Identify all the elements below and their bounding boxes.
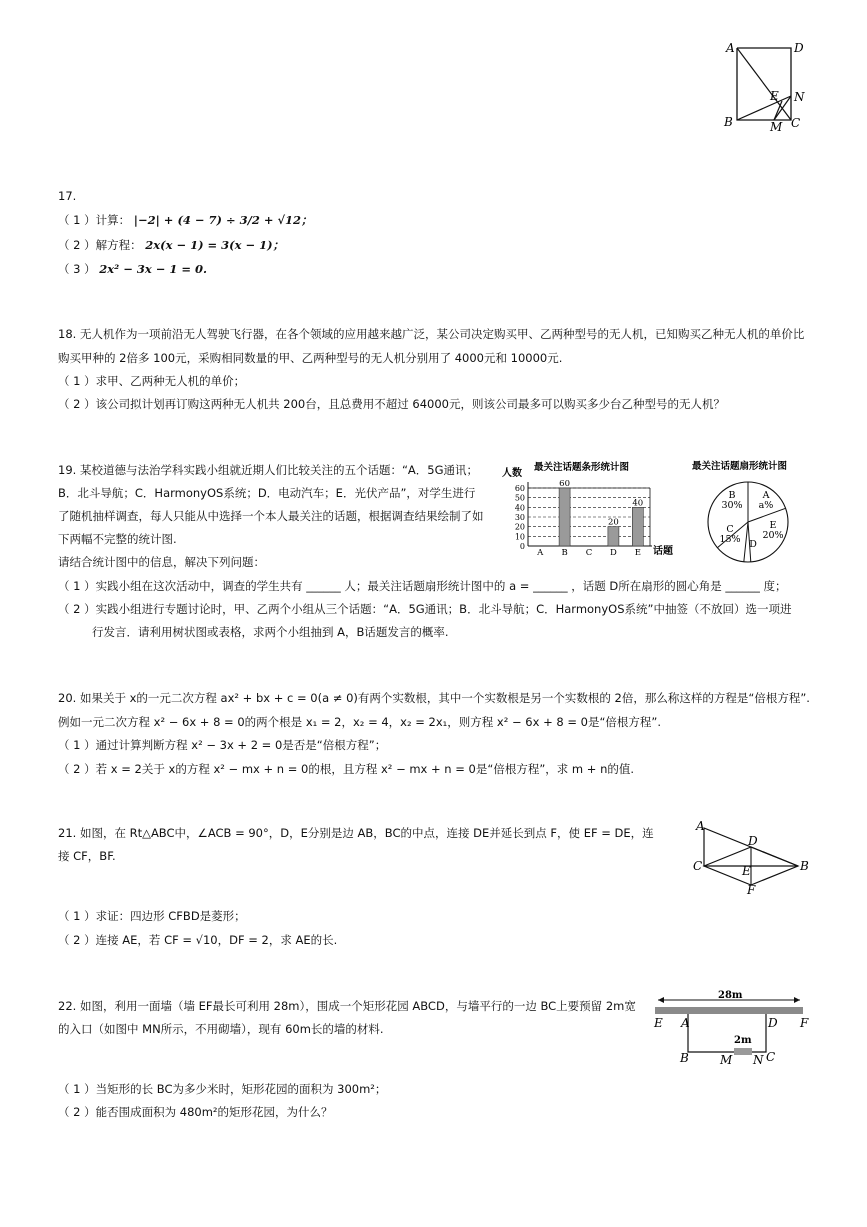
q18-line1: 18. 无人机作为一项前沿无人驾驶飞行器，在各个领域的应用越来越广泛，某公司决定购买甲、乙两种型号的无人机，已知购买乙种无人机的单价比 (58, 327, 805, 341)
bar-value-label: 20 (607, 517, 619, 528)
y-tick-label: 60 (514, 484, 525, 493)
label-D: D (768, 1016, 778, 1030)
pie-chart-title: 最关注话题扇形统计图 (692, 461, 788, 472)
label-C: C (766, 1050, 776, 1064)
label-E: E (742, 864, 751, 878)
label-E: E (654, 1016, 663, 1030)
q17-part3-label: （ 3 ） (58, 262, 96, 276)
q19-line5: 请结合统计图中的信息，解决下列问题： (58, 555, 265, 569)
x-tick-label: A (537, 548, 544, 558)
label-C: C (693, 859, 703, 873)
pie-slice-D-label: D (749, 539, 757, 550)
pie-slice-B-label: B (728, 490, 736, 501)
q20-part1: （ 1 ）通过计算判断方程 x² − 3x + 2 = 0是否是“倍根方程”； (58, 738, 387, 752)
q17-part1-expr: |−2| + (4 − 7) ÷ 3/2 + √12； (133, 213, 313, 227)
q17-part1 (58, 212, 313, 228)
q17-part2 (58, 237, 284, 253)
pie-slice-A-label: A (762, 490, 770, 501)
gap-label: 2m (734, 1035, 752, 1046)
x-tick-label: E (634, 548, 641, 558)
label-D: D (748, 834, 758, 848)
square-figure (720, 38, 820, 138)
q19-part1: （ 1 ）实践小组在这次活动中，调查的学生共有 ______ 人；最关注话题扇形统计图中的 a = ______ ，话题 D所在扇形的圆心角是 ______ 度； (58, 579, 787, 593)
pie-slice-C-label: C (726, 524, 734, 535)
bar-D (608, 527, 619, 546)
garden-figure (650, 990, 815, 1068)
bar-chart (500, 456, 680, 564)
label-M: M (770, 120, 783, 134)
label-A: A (696, 819, 705, 833)
label-A: A (726, 41, 735, 55)
label-C: C (791, 116, 801, 130)
label-F: F (800, 1016, 809, 1030)
wall-length-label: 28m (718, 990, 743, 1001)
q21-line1: 21. 如图，在 Rt△ABC中，∠ACB = 90°，D，E分别是边 AB，BC的中点，连接 DE并延长到点 F，使 EF = DE，连 (58, 826, 654, 840)
q19-part2a: （ 2 ）实践小组进行专题讨论时，甲、乙两个小组从三个话题：“A．5G通讯；B．北斗导航；C．HarmonyOS系统”中抽签（不放回）选一项进 (58, 602, 792, 616)
q19-line1: 19. 某校道德与法治学科实践小组就近期人们比较关注的五个话题：“A．5G通讯； (58, 463, 478, 477)
q18-line2: 购买甲种的 2倍多 100元，采购相同数量的甲、乙两种型号的无人机分别用了 4000元和 10000元. (58, 351, 563, 365)
bar-chart-ylabel: 人数 (502, 468, 522, 479)
q18-part2: （ 2 ）该公司拟计划再订购这两种无人机共 200台，且总费用不超过 64000元，则该公司最多可以购买多少台乙种型号的无人机？ (58, 397, 725, 411)
label-E: E (770, 89, 779, 103)
label-N: N (753, 1053, 764, 1067)
bar-value-label: 60 (559, 479, 571, 489)
q21-line2: 接 CF，BF. (58, 849, 116, 863)
x-tick-label: B (561, 548, 568, 558)
q17-part3 (58, 261, 207, 277)
bar-value-label: 40 (632, 498, 644, 509)
q18-part1: （ 1 ）求甲、乙两种无人机的单价； (58, 374, 246, 388)
q19-line4: 下两幅不完整的统计图. (58, 532, 177, 546)
q20-part2: （ 2 ）若 x = 2关于 x的方程 x² − mx + n = 0的根，且方程 x² − mx + n = 0是“倍根方程”，求 m + n的值. (58, 762, 635, 776)
q17-part2-expr: 2x(x − 1) = 3(x − 1)； (145, 238, 285, 252)
q17-part1-label: （ 1 ）计算： (58, 213, 131, 227)
pie-slice-E-label: E (769, 520, 777, 531)
bar-chart-title: 最关注话题条形统计图 (534, 462, 630, 473)
label-M: M (720, 1053, 733, 1067)
q19-part2b: 行发言．请利用树状图或表格，求两个小组抽到 A，B话题发言的概率. (92, 625, 449, 639)
bar-B (559, 488, 570, 546)
label-N: N (794, 90, 805, 104)
label-A: A (681, 1016, 690, 1030)
label-B: B (800, 859, 809, 873)
q22-line2: 的入口（如图中 MN所示，不用砌墙），现有 60m长的墙的材料. (58, 1022, 384, 1036)
pie-slice-C-value: 15% (719, 534, 741, 545)
y-tick-label: 30 (514, 513, 525, 522)
pie-slice-A-value: a% (758, 500, 774, 511)
label-D: D (794, 41, 804, 55)
q17-part2-label: （ 2 ）解方程： (58, 238, 142, 252)
bar-E (632, 507, 643, 546)
pie-slice-E-value: 20% (762, 530, 784, 541)
pie-slice-B-value: 30% (721, 500, 743, 511)
q22-part1: （ 1 ）当矩形的长 BC为多少米时，矩形花园的面积为 300m²； (58, 1082, 387, 1096)
q21-part2: （ 2 ）连接 AE，若 CF = √10，DF = 2，求 AE的长. (58, 933, 338, 947)
q22-line1: 22. 如图，利用一面墙（墙 EF最长可利用 28m），围成一个矩形花园 ABCD，与墙平行的一边 BC上要预留 2m宽 (58, 999, 636, 1013)
q20-line2: 例如一元二次方程 x² − 6x + 8 = 0的两个根是 x₁ = 2，x₂ = 4，x₂ = 2x₁，则方程 x² − 6x + 8 = 0是“倍根方程”. (58, 715, 662, 729)
label-B: B (680, 1051, 689, 1065)
x-tick-label: C (585, 548, 593, 558)
rhombus-figure (690, 820, 815, 898)
y-tick-label: 20 (514, 522, 525, 532)
q22-part2: （ 2 ）能否围成面积为 480m²的矩形花园，为什么？ (58, 1105, 333, 1119)
pie-chart (690, 456, 810, 566)
y-tick-label: 40 (514, 503, 525, 513)
q19-line2: B．北斗导航；C．HarmonyOS系统；D．电动汽车；E．光伏产品”，对学生进行 (58, 486, 476, 500)
bar-chart-xlabel: 话题 (653, 546, 673, 557)
label-B: B (724, 115, 733, 129)
q19-line3: 了随机抽样调查，每人只能从中选择一个本人最关注的话题，根据调查结果绘制了如 (58, 509, 484, 523)
y-tick-label: 50 (514, 493, 525, 503)
y-tick-label: 10 (514, 532, 525, 542)
q17-number: 17. (58, 189, 77, 203)
q21-part1: （ 1 ）求证：四边形 CFBD是菱形； (58, 909, 246, 923)
label-F: F (747, 883, 756, 897)
q17-part3-expr: 2x² − 3x − 1 = 0. (99, 262, 207, 276)
y-tick-label: 0 (519, 542, 525, 551)
x-tick-label: D (609, 548, 617, 558)
q20-line1: 20. 如果关于 x的一元二次方程 ax² + bx + c = 0(a ≠ 0)有两个实数根，其中一个实数根是另一个实数根的 2倍，那么称这样的方程是“倍根方程”. (58, 691, 810, 705)
